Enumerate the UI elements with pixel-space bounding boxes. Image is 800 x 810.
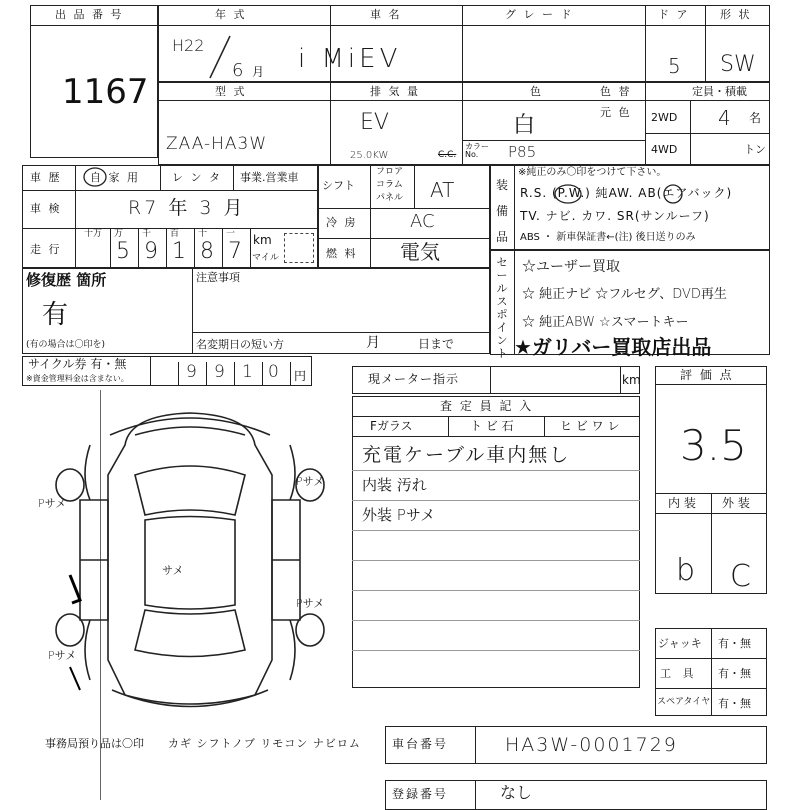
crack-label: ヒ ビ ワ レ	[560, 419, 620, 433]
color-value: 白	[513, 113, 536, 138]
equipment-row-3: ABS ・ 新車保証書←(注) 後日送りのみ	[520, 232, 696, 243]
model-value: ZAA-HA3W	[166, 134, 268, 154]
jack-choice: 有・無	[718, 637, 751, 650]
repair-note: (有の場合は〇印を)	[26, 340, 106, 350]
ac-value: AC	[410, 211, 435, 232]
mileage-place: 十	[198, 229, 208, 239]
capacity-unit: 名	[749, 111, 762, 125]
shaken-value: R7 年 3 月	[128, 197, 246, 219]
inspector-note: 外装 Pサメ	[362, 506, 436, 524]
sales-point-line: ☆ 純正ナビ ☆フルセグ、DVD再生	[522, 287, 727, 302]
inspector-note: 内装 汚れ	[362, 476, 427, 494]
equipment-row-2: TV. ナビ. カワ. SR(サンルーフ)	[520, 209, 710, 223]
mileage-digit: 1	[172, 239, 186, 264]
color-label: 色	[530, 85, 543, 98]
reg-label: 登録番号	[392, 787, 449, 801]
km-unit: km	[253, 233, 272, 247]
score-label: 評 価 点	[680, 368, 734, 382]
repair-label: 修復歴 箇所	[26, 271, 107, 289]
cc-label: C.C.	[438, 150, 457, 160]
chassis-label: 車台番号	[392, 737, 449, 751]
gulliver-stamp: ★ガリバー買取店出品	[514, 335, 712, 359]
shift-label: シフト	[322, 179, 355, 192]
diagram-mark: Pサメ	[296, 475, 325, 488]
capacity-label: 定員・積載	[692, 85, 747, 98]
interior-label: 内 装	[668, 496, 696, 510]
expiry-day: 日まで	[418, 337, 455, 351]
business-label: 事業.営業車	[240, 171, 299, 184]
month-value: 6	[232, 60, 244, 81]
recycle-label: サイクル券 有・無	[28, 357, 127, 371]
recycle-digit: 0	[268, 362, 279, 382]
shift-position: パネル	[376, 193, 404, 203]
shift-position: フロア	[376, 167, 404, 177]
mile-unit: マイル	[252, 253, 279, 263]
score-value: 3.5	[680, 421, 747, 470]
mileage-digit: 8	[200, 239, 214, 264]
equipment-note: ※純正のみ〇印をつけて下さい。	[518, 167, 667, 178]
remarks-box	[352, 396, 640, 688]
original-color-label: 元 色	[600, 106, 632, 119]
mileage-place: 千	[142, 229, 152, 239]
recycle-unit: 円	[294, 369, 307, 383]
model-label: 型 式	[215, 85, 247, 98]
spare-choice: 有・無	[718, 697, 751, 710]
remarks-label: 査 定 員 記 入	[440, 399, 534, 413]
diagram-mark: Pサメ	[38, 497, 67, 510]
displacement-label: 排 気 量	[370, 85, 420, 98]
mileage-digit: 7	[228, 239, 242, 264]
car-name-label: 車 名	[370, 8, 402, 21]
car-diagram	[40, 405, 340, 715]
spare-label: スペアタイヤ	[657, 697, 711, 707]
year-value: H22	[172, 36, 205, 55]
mile-checkbox	[284, 233, 314, 263]
private-use-circle	[82, 166, 108, 188]
reg-value: なし	[500, 783, 533, 802]
displacement-value: EV	[360, 110, 389, 135]
diagram-mark: Pサメ	[296, 597, 325, 610]
tool-choice: 有・無	[718, 667, 751, 680]
meter-label: 現メーター指示	[368, 372, 460, 386]
doors-label: ド ア	[658, 8, 690, 21]
doors-value: 5	[668, 54, 681, 78]
lot-number: 1167	[62, 72, 149, 112]
shape-value: SW	[720, 52, 756, 77]
exterior-score: C	[730, 559, 751, 594]
office-note: 事務局預り品は〇印	[45, 737, 144, 750]
lot-number-label: 出 品 番 号	[55, 8, 124, 21]
color-no-value: P85	[508, 143, 537, 161]
mileage-place: 万	[114, 229, 124, 239]
ac-label: 冷 房	[326, 216, 358, 229]
expiry-label: 名変期日の短い方	[196, 338, 284, 351]
tool-label: 工 具	[660, 667, 698, 680]
sales-points-label: セールスポイント	[496, 256, 508, 360]
mileage-digit: 9	[144, 239, 158, 264]
car-name-value: i MiEV	[298, 44, 402, 74]
pw-circle	[553, 183, 583, 205]
color-change-label: 色 替	[600, 85, 632, 98]
recycle-note: ※資金管理料金は含まない。	[26, 374, 129, 383]
office-items: カギ シフトノブ リモコン ナビロム	[168, 737, 361, 750]
notice-label: 注意事項	[196, 271, 240, 284]
sales-point-line: ☆ユーザー買取	[522, 259, 620, 275]
shift-value: AT	[430, 178, 455, 202]
chip-label: ト ビ 石	[470, 419, 514, 433]
airbag-circle	[662, 183, 684, 205]
meter-km-unit: km	[622, 373, 641, 387]
fuel-value: 電気	[400, 240, 440, 264]
usage-label: 車 歴	[30, 171, 62, 184]
drive-4wd-label: 4WD	[651, 143, 678, 156]
shaken-label: 車 検	[30, 202, 62, 215]
color-no-label: カラー No.	[465, 142, 489, 159]
shape-label: 形 状	[720, 8, 752, 21]
chassis-value: HA3W-0001729	[505, 734, 678, 756]
equipment-row-1: R.S. (P.W.) 純AW. AB(エアバック)	[520, 186, 733, 200]
fuel-label: 燃 料	[326, 247, 358, 260]
interior-score: b	[676, 553, 696, 588]
mileage-place: 百	[170, 229, 180, 239]
diagram-mark: サメ	[162, 564, 184, 577]
shift-position: コラム	[376, 180, 403, 190]
usage-options: 自 家 用	[90, 171, 140, 184]
recycle-digit: 1	[242, 362, 253, 382]
year-label: 年 式	[215, 8, 247, 21]
mileage-digit: 5	[116, 239, 130, 264]
jack-label: ジャッキ	[658, 637, 702, 650]
drive-2wd-label: 2WD	[651, 111, 678, 124]
mileage-place: 十万	[84, 229, 103, 239]
mileage-place: 一	[226, 229, 236, 239]
exterior-label: 外 装	[722, 496, 750, 510]
power-value: 25.0KW	[350, 150, 389, 161]
glass-label: Fガラス	[370, 419, 413, 433]
grade-label: グ レ ー ド	[505, 8, 574, 21]
diagram-mark: Pサメ	[48, 649, 77, 662]
repair-value: 有	[42, 300, 69, 330]
rental-label: レ ン タ	[172, 171, 222, 184]
month-unit: 月	[252, 65, 265, 79]
inspector-note: 充電ケーブル車内無し	[362, 444, 571, 466]
equipment-label: 装 備 品	[495, 178, 508, 244]
mileage-label: 走 行	[30, 243, 62, 256]
recycle-digit: 9	[186, 362, 197, 382]
recycle-digit: 9	[214, 362, 225, 382]
load-unit: トン	[744, 143, 766, 156]
expiry-month: 月	[366, 335, 380, 351]
sales-point-line: ☆ 純正ABW ☆スマートキー	[522, 315, 689, 330]
capacity-value: 4	[718, 106, 731, 130]
